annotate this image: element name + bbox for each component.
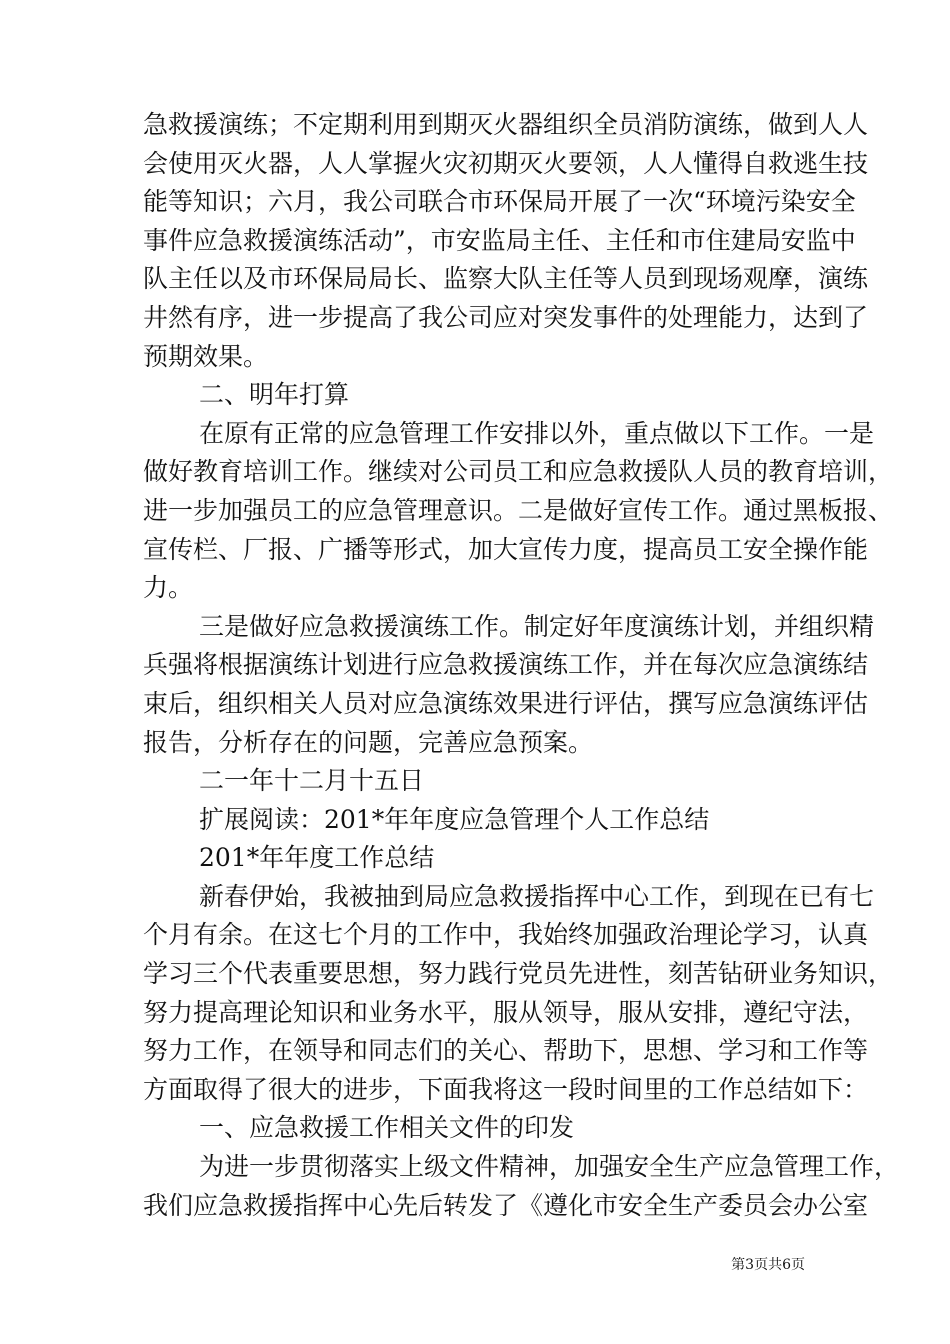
- text-line: 急救援演练；不定期利用到期灭火器组织全员消防演练，做到人人: [143, 110, 869, 139]
- text-line: 方面取得了很大的进步，下面我将这一段时间里的工作总结如下：: [143, 1074, 869, 1104]
- summary-title: 201*年年度工作总结: [199, 843, 435, 873]
- text-line: 力。: [143, 573, 194, 603]
- page-number: 第3页共6页: [731, 1257, 805, 1273]
- text-line: 学习三个代表重要思想，努力践行党员先进性，刻苦钻研业务知识，: [143, 959, 894, 989]
- text-line: 能等知识；六月，我公司联合市环保局开展了一次“环境污染安全: [143, 187, 856, 217]
- text-line: 井然有序，进一步提高了我公司应对突发事件的处理能力，达到了: [143, 302, 869, 332]
- text-line: 束后，组织相关人员对应急演练效果进行评估，撰写应急演练评估: [143, 688, 869, 718]
- text-line: 新春伊始，我被抽到局应急救援指挥中心工作，到现在已有七: [199, 881, 875, 911]
- text-line: 努力工作，在领导和同志们的关心、帮助下，思想、学习和工作等: [143, 1036, 869, 1066]
- section-heading: 二、明年打算: [199, 380, 350, 410]
- text-line: 预期效果。: [143, 341, 269, 371]
- extended-reading-title: 扩展阅读：201*年年度应急管理个人工作总结: [199, 804, 710, 834]
- text-line: 努力提高理论知识和业务水平，服从领导，服从安排，遵纪守法，: [143, 997, 869, 1027]
- text-line: 我们应急救援指挥中心先后转发了《遵化市安全生产委员会办公室: [143, 1190, 869, 1220]
- text-line: 为进一步贯彻落实上级文件精神，加强安全生产应急管理工作，: [199, 1152, 900, 1182]
- section-heading: 一、应急救援工作相关文件的印发: [199, 1113, 575, 1143]
- text-line: 兵强将根据演练计划进行应急救援演练工作，并在每次应急演练结: [143, 650, 869, 680]
- text-line: 宣传栏、厂报、广播等形式，加大宣传力度，提高员工安全操作能: [143, 534, 869, 564]
- text-line: 三是做好应急救援演练工作。制定好年度演练计划，并组织精: [199, 611, 875, 641]
- date-line: 二一年十二月十五日: [199, 766, 425, 796]
- text-line: 会使用灭火器，人人掌握火灾初期灭火要领，人人懂得自救逃生技: [143, 148, 869, 178]
- text-line: 进一步加强员工的应急管理意识。二是做好宣传工作。通过黑板报、: [143, 495, 894, 525]
- text-line: 个月有余。在这七个月的工作中，我始终加强政治理论学习，认真: [143, 920, 869, 950]
- text-line: 做好教育培训工作。继续对公司员工和应急救援队人员的教育培训，: [143, 457, 894, 487]
- document-body: [143, 106, 900, 1225]
- text-line: 在原有正常的应急管理工作安排以外，重点做以下工作。一是: [199, 418, 875, 448]
- text-line: 事件应急救援演练活动”，市安监局主任、主任和市住建局安监中: [143, 225, 856, 255]
- text-line: 队主任以及市环保局局长、监察大队主任等人员到现场观摩，演练: [143, 264, 869, 294]
- text-line: 报告，分析存在的问题，完善应急预案。: [143, 727, 594, 757]
